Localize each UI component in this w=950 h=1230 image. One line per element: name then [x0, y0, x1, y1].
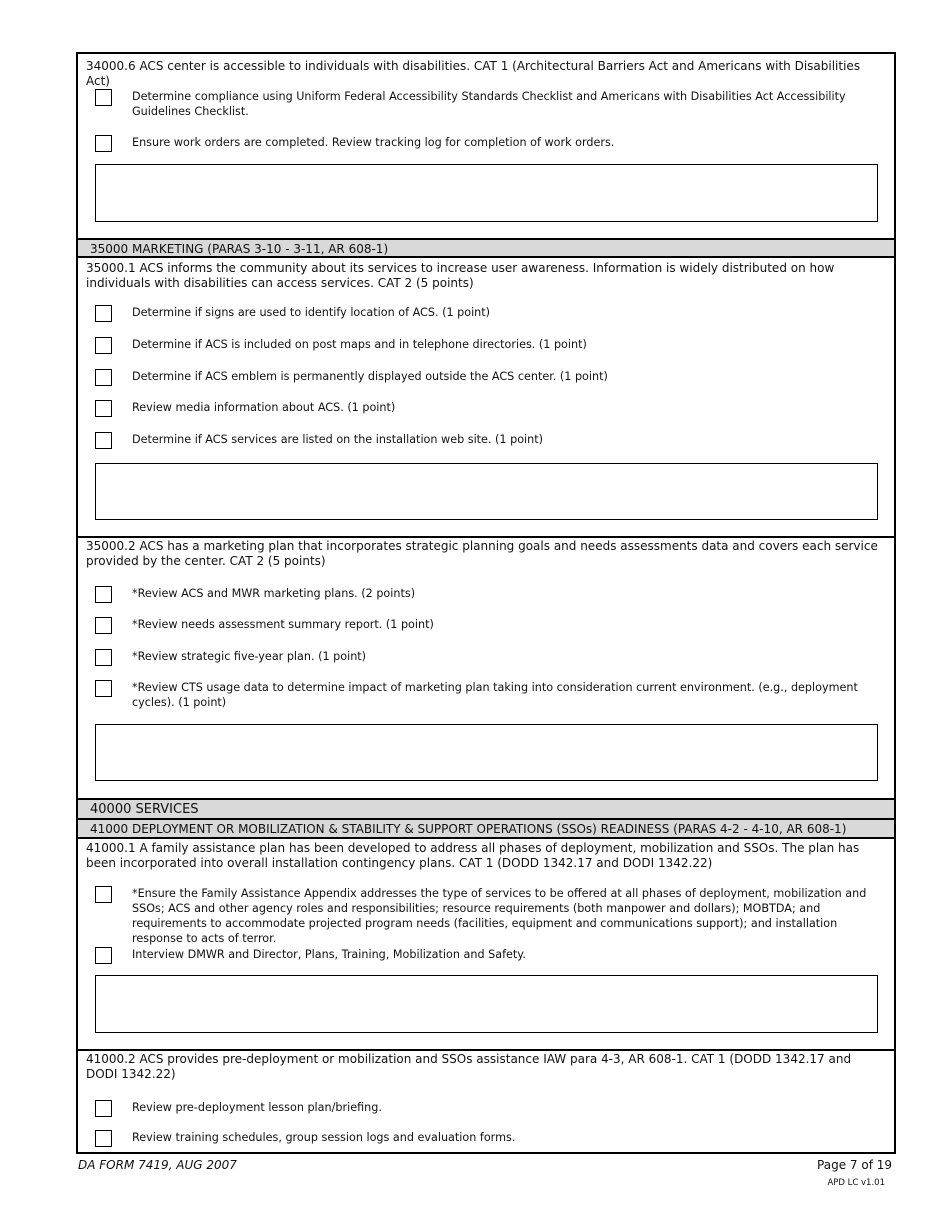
checklist-item-text: Determine if signs are used to identify location of ACS. (1 point) [132, 306, 491, 319]
requirement-35000-1: 35000.1 ACS informs the community about its services to increase user awareness. Information is widely distributed on how individuals with disabilities can access services. CAT 2 (5 points) [86, 261, 835, 290]
checklist-item-text: *Review needs assessment summary report. (1 point) [132, 618, 434, 631]
checkbox[interactable] [95, 337, 112, 354]
checkbox[interactable] [95, 432, 112, 449]
requirement-41000-2: 41000.2 ACS provides pre-deployment or mobilization and SSOs assistance IAW para 4-3, AR 608-1. CAT 1 (DODD 1342.17 and DODI 1342.22) [86, 1052, 852, 1081]
section-divider [78, 536, 894, 538]
checkbox[interactable] [95, 947, 112, 964]
checkbox[interactable] [95, 617, 112, 634]
section-header-41000: 41000 DEPLOYMENT OR MOBILIZATION & STABILITY & SUPPORT OPERATIONS (SSOs) READINESS (PARAS 4-2 - 4-10, AR 608-1) [78, 818, 894, 839]
checkbox[interactable] [95, 886, 112, 903]
checklist-item-text: Ensure work orders are completed. Review tracking log for completion of work orders. [132, 136, 615, 149]
checklist-item-text: Review media information about ACS. (1 point) [132, 401, 396, 414]
requirement-35000-2: 35000.2 ACS has a marketing plan that incorporates strategic planning goals and needs assessments data and covers each service provided by the center. CAT 2 (5 points) [86, 539, 878, 568]
remarks-field[interactable] [95, 975, 878, 1033]
checklist-item-text: *Ensure the Family Assistance Appendix addresses the type of services to be offered at all phases of deployment, mobilization and SSOs; ACS and other agency roles and responsibilities; resource requirements (both manpower and dollars); MOBTDA; and requirements to accommodate projected program needs (facilities, equipment and communications support); and installation response to acts of terror. [132, 887, 867, 945]
remarks-field[interactable] [95, 724, 878, 781]
checkbox[interactable] [95, 400, 112, 417]
checkbox[interactable] [95, 135, 112, 152]
form-identifier: DA FORM 7419, AUG 2007 [78, 1158, 237, 1172]
checkbox[interactable] [95, 369, 112, 386]
remarks-field[interactable] [95, 164, 878, 222]
checklist-item-text: Review training schedules, group session logs and evaluation forms. [132, 1131, 516, 1144]
checklist-item-text: Determine if ACS is included on post maps and in telephone directories. (1 point) [132, 338, 587, 351]
checkbox[interactable] [95, 305, 112, 322]
checklist-item-text: Determine if ACS services are listed on the installation web site. (1 point) [132, 433, 543, 446]
version-label: APD LC v1.01 [827, 1178, 885, 1188]
checklist-item-text: *Review ACS and MWR marketing plans. (2 points) [132, 587, 416, 600]
form-frame [76, 52, 896, 1154]
checkbox[interactable] [95, 680, 112, 697]
checklist-item-text: Determine if ACS emblem is permanently displayed outside the ACS center. (1 point) [132, 370, 608, 383]
section-header-40000: 40000 SERVICES [78, 798, 894, 820]
section-divider [78, 1049, 894, 1051]
section-header-35000: 35000 MARKETING (PARAS 3-10 - 3-11, AR 608-1) [78, 238, 894, 258]
checkbox[interactable] [95, 586, 112, 603]
checklist-item-text: *Review strategic five-year plan. (1 point) [132, 650, 367, 663]
checkbox[interactable] [95, 1100, 112, 1117]
requirement-41000-1: 41000.1 A family assistance plan has been developed to address all phases of deployment, mobilization and SSOs. The plan has been incorporated into overall installation contingency plans. CAT 1 (DODD 1342.17 and DODI 1342.22) [86, 841, 860, 870]
checklist-item-text: *Review CTS usage data to determine impact of marketing plan taking into consideration current environment. (e.g., deployment cycles). (1 point) [132, 681, 858, 709]
checkbox[interactable] [95, 1130, 112, 1147]
checklist-item-text: Review pre-deployment lesson plan/briefing. [132, 1101, 382, 1114]
page-number: Page 7 of 19 [817, 1158, 892, 1172]
checkbox[interactable] [95, 649, 112, 666]
checkbox[interactable] [95, 89, 112, 106]
remarks-field[interactable] [95, 463, 878, 520]
checklist-item-text: Determine compliance using Uniform Federal Accessibility Standards Checklist and Americans with Disabilities Act Accessibility Guidelines Checklist. [132, 90, 846, 118]
checklist-item-text: Interview DMWR and Director, Plans, Training, Mobilization and Safety. [132, 948, 526, 961]
requirement-34000-6: 34000.6 ACS center is accessible to individuals with disabilities. CAT 1 (Architectural Barriers Act and Americans with Disabilities Act) [86, 59, 861, 88]
